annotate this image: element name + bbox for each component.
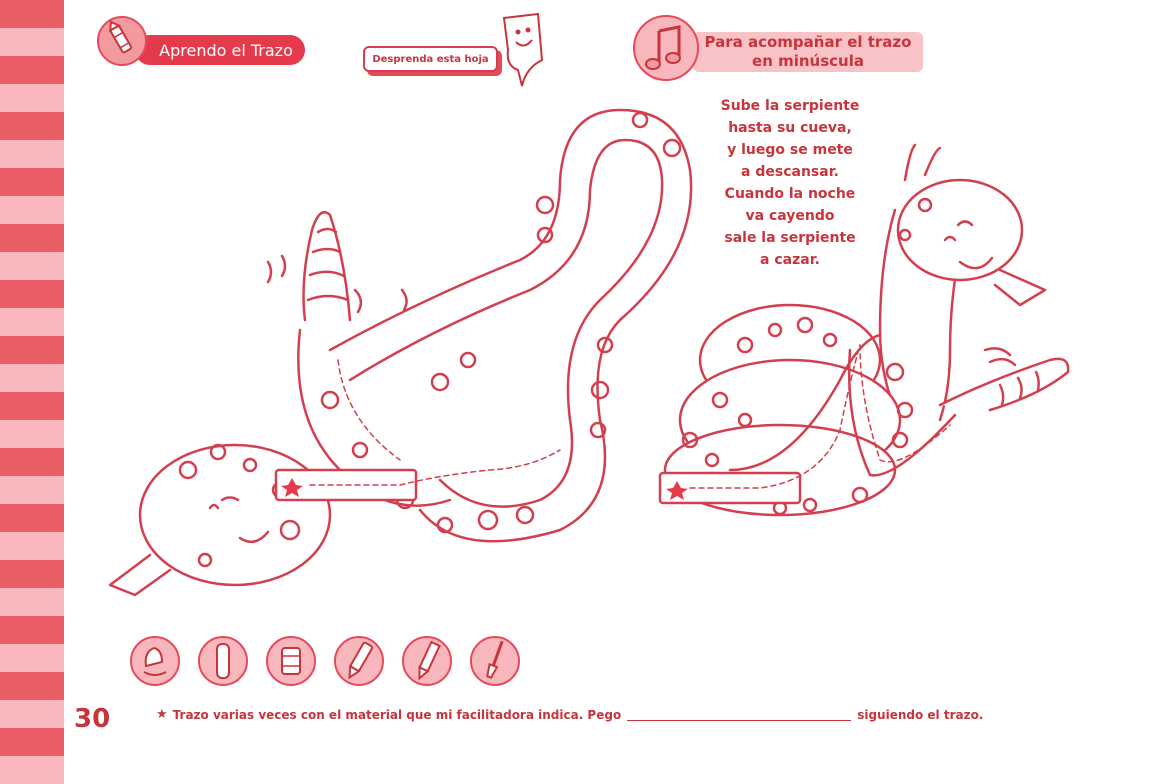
section-title: Aprendo el Trazo [135,35,305,65]
song-title-line2: en minúscula [752,52,864,70]
instruction-text-1: Trazo varias veces con el material que mi facilitadora indica. Pego [172,707,622,722]
marker-icon [334,636,384,686]
song-title-line1: Para acompañar el trazo [704,33,912,51]
fill-in-line[interactable] [627,708,851,721]
poem-line: a descansar. [741,164,839,180]
poem-line: Cuando la noche [724,186,856,202]
star-icon: ★ [156,707,168,722]
wax-crayon-icon [266,636,316,686]
instruction-text-2: siguiendo el trazo. [857,707,984,722]
brush-icon [470,636,520,686]
poem-line: Sube la serpiente [720,98,860,114]
page-number: 30 [74,704,111,734]
poem-line: a cazar. [760,252,820,268]
chalk-icon [198,636,248,686]
crayon-tip-icon [130,636,180,686]
left-snake [110,110,691,595]
poem-line: va cayendo [745,208,835,224]
pencil-icon [402,636,452,686]
tool-icons [130,636,530,706]
instruction [156,707,983,722]
poem-line: hasta su cueva, [728,120,852,136]
poem-line: sale la serpiente [724,230,856,246]
right-snake [660,145,1068,515]
poem-line: y luego se mete [727,142,853,158]
tear-label: Desprenda esta hoja [363,46,498,72]
